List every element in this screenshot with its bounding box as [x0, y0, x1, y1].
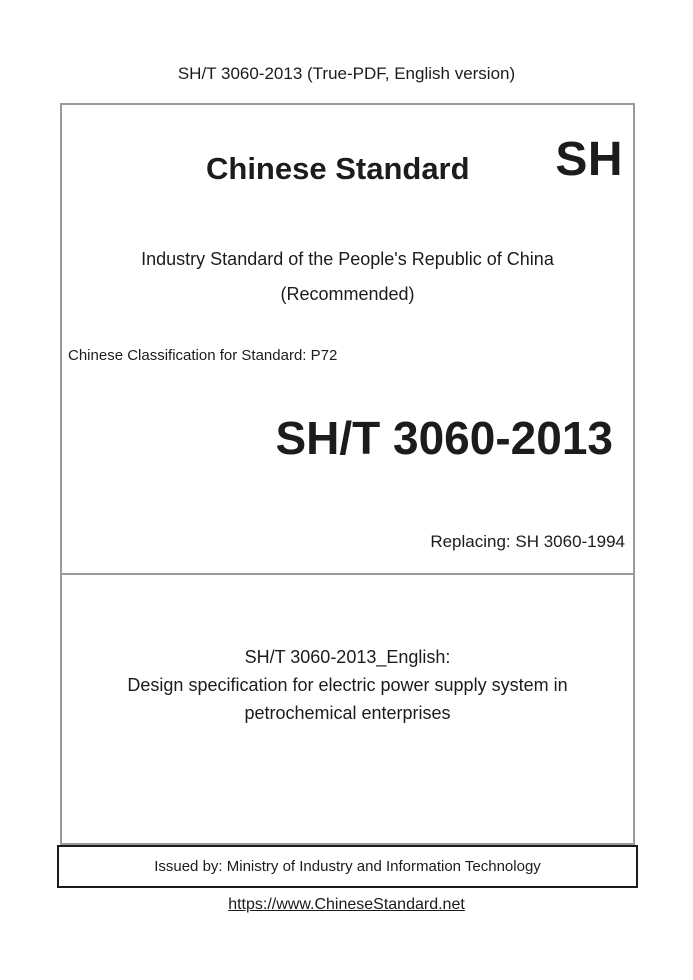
sh-logo: SH [555, 133, 623, 186]
website-link[interactable]: https://www.ChineseStandard.net [228, 896, 465, 913]
standard-title-line-1: SH/T 3060-2013_English: [244, 647, 451, 667]
cover-box [60, 103, 635, 845]
standard-title-line-3: petrochemical enterprises [244, 703, 451, 723]
standard-title-line-2: Design specification for electric power supply system in [127, 675, 568, 695]
issued-by-text: Issued by: Ministry of Industry and Information Technology [154, 858, 541, 875]
standard-number: SH/T 3060-2013 [275, 412, 613, 464]
standard-type-note: (Recommended) [280, 284, 415, 304]
brand-title: Chinese Standard [206, 151, 470, 186]
replacing-note: Replacing: SH 3060-1994 [430, 532, 625, 551]
section-divider [60, 573, 635, 575]
classification-label: Chinese Classification for Standard: P72 [68, 347, 338, 364]
standard-title-block [62, 643, 633, 727]
issued-by-strip [57, 845, 638, 888]
document-header: SH/T 3060-2013 (True-PDF, English version) [177, 64, 516, 83]
standard-type: Industry Standard of the People's Republic of China [141, 249, 554, 269]
